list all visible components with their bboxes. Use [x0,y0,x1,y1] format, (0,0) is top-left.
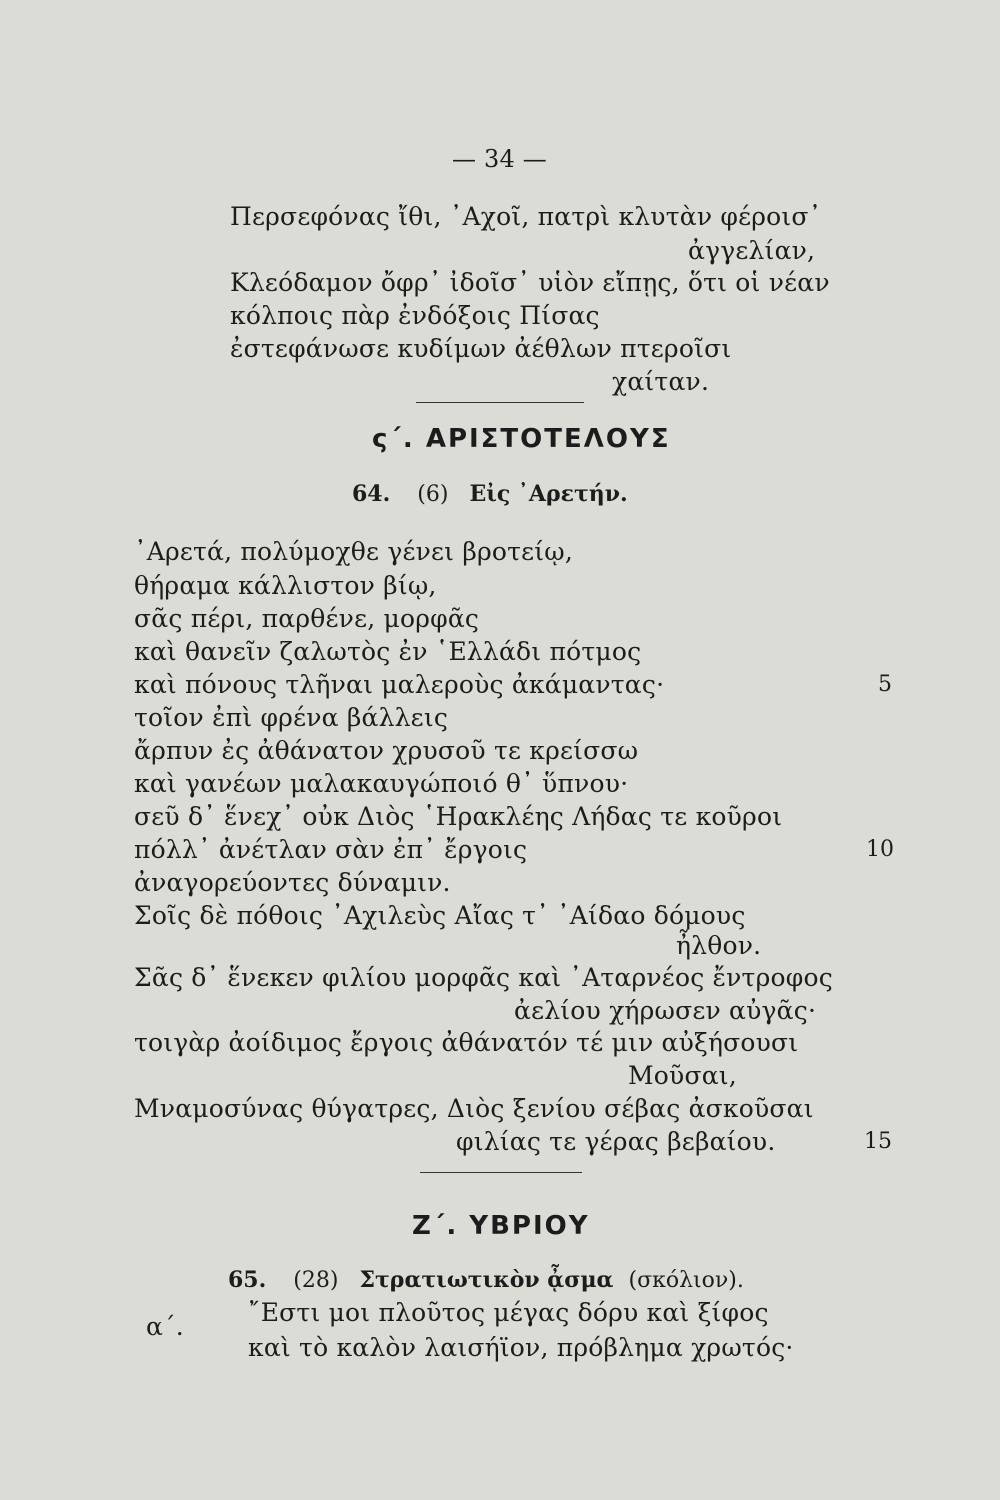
line-number: 10 [866,837,894,862]
poem-line: ἄρπυν ἐς ἀθάνατον χρυσοῦ τε κρείσσω [134,736,639,765]
poem-line: ᾿Αρετά, πολύμοχθε γένει βροτείῳ, [134,537,574,566]
poem-line: τοῖον ἐπὶ φρένα βάλλεις [134,703,449,732]
poem-line: φιλίας τε γέρας βεβαίου. [456,1127,776,1156]
stanza-line: καὶ τὸ καλὸν λαισήϊον, πρόβλημα χρωτός· [248,1333,794,1362]
poem-number: 64. [352,481,391,507]
poem-heading [228,1267,744,1293]
poem-note: (σκόλιον). [628,1268,744,1293]
poem-line: ἀναγορεύοντες δύναμιν. [134,868,451,897]
poem-number: 65. [228,1267,267,1293]
poem-heading [352,481,628,507]
ode-line: Περσεφόνας ἴθι, ᾿Αχοῖ, πατρὶ κλυτὰν φέροισ᾿ [230,202,822,231]
stanza-line: ῎Εστι μοι πλοῦτος μέγας δόρυ καὶ ξίφος [248,1298,769,1327]
poem-line: ἦλθον. [676,931,762,960]
poem-line: καὶ πόνους τλῆναι μαλεροὺς ἀκάμαντας· [134,670,665,699]
poem-title: Στρατιωτικὸν ᾆσμα [359,1267,614,1293]
ode-line: ἐστεφάνωσε κυδίμων ἀέθλων πτεροῖσι [230,334,732,363]
poem-line: Μοῦσαι, [628,1061,737,1090]
poem-line: σεῦ δ᾿ ἕνεχ᾿ οὐκ Διὸς ῾Ηρακλέης Λήδας τε κοῦροι [134,802,783,831]
poem-line: καὶ γανέων μαλακαυγώποιό θ᾿ ὕπνου· [134,769,629,798]
poem-title: Εἰς ᾿Αρετήν. [469,481,628,507]
line-number: 15 [864,1129,892,1154]
ode-line: χαίταν. [612,367,710,396]
poem-line: θήραμα κάλλιστον βίῳ, [134,571,437,600]
poem-line: Μναμοσύνας θύγατρες, Διὸς ξενίου σέβας ἀσκοῦσαι [134,1094,814,1123]
poem-line: καὶ θανεῖν ζαλωτὸς ἐν ῾Ελλάδι πότμος [134,637,642,666]
poem-ref: (28) [293,1268,339,1293]
poem-line: Σᾶς δ᾿ ἕνεκεν φιλίου μορφᾶς καὶ ᾿Αταρνέος ἔντροφος [134,963,833,992]
poem-ref: (6) [417,482,449,507]
section-divider [420,1172,582,1173]
section-divider [416,402,584,403]
stanza-label: α΄. [146,1312,184,1341]
poem-line: ἀελίου χήρωσεν αὐγᾶς· [514,996,817,1025]
poem-line: Σοῖς δὲ πόθοις ᾿Αχιλεὺς Αἴας τ᾿ ᾿Αίδαο δόμους [134,901,746,930]
ode-line: Κλεόδαμον ὄφρ᾿ ἰδοῖσ᾿ υἱὸν εἴπῃς, ὅτι οἱ νέαν [230,268,830,297]
section-title: ς΄. ΑΡΙΣΤΟΤΕΛΟΥΣ [372,424,671,454]
line-number: 5 [878,672,892,697]
poem-line: τοιγὰρ ἀοίδιμος ἔργοις ἀθάνατόν τέ μιν αὐξήσουσι [134,1028,799,1057]
poem-line: σᾶς πέρι, παρθένε, μορφᾶς [134,604,480,633]
page-number: — 34 — [452,145,547,173]
poem-line: πόλλ᾿ ἀνέτλαν σὰν ἐπ᾿ ἔργοις [134,835,528,864]
ode-line: κόλποις πὰρ ἐνδόξοις Πίσας [230,301,600,330]
ode-line: ἀγγελίαν, [688,236,816,265]
section-title: Ζ΄. ΥΒΡΙΟΥ [412,1211,590,1241]
